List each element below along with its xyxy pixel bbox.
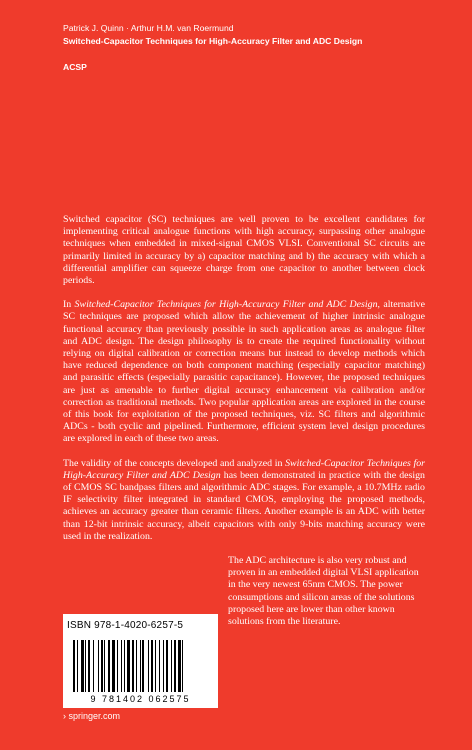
barcode-bar [142, 640, 144, 692]
paragraph-3-main [63, 458, 425, 543]
barcode-bar [155, 640, 156, 692]
barcode-bar [159, 640, 160, 692]
barcode-bar [151, 640, 153, 692]
barcode-bar [127, 640, 130, 692]
publisher-link[interactable]: › springer.com [63, 711, 121, 721]
barcode-bar [182, 640, 183, 692]
barcode-digits: 9 781402 062575 [90, 694, 191, 704]
barcode-bar [121, 640, 122, 692]
barcode-bar [136, 640, 137, 692]
barcode-bar [171, 640, 172, 692]
barcode-bar [93, 640, 94, 692]
paragraph-2-title: Switched-Capacitor Techniques for High-Accuracy Filter and ADC Design [74, 299, 378, 311]
barcode-bar [73, 640, 75, 692]
barcode-bar [178, 640, 181, 692]
barcode-bar [117, 640, 118, 692]
paragraph-3-prefix: The validity of the concepts developed and analyzed in [63, 457, 286, 469]
paragraph-1: Switched capacitor (SC) techniques are well proven to be excellent candidates for implementing critical analogue functions with high accuracy, surpassing other analogue techniques when embedded in mixed-signal CMOS VLSI. Conventional SC circuits are primarily limited in accuracy by a) capacitor matching and b) the accuracy with which a differential amplifier can squeeze charge from one capacitor to another between clock periods. [63, 214, 425, 287]
barcode-bar [104, 640, 105, 692]
cover-header [63, 22, 463, 74]
barcode-bar [140, 640, 141, 692]
paragraph-3-rest: has been demonstrated in practice with the design of CMOS SC bandpass filters and algorithmic ADC stages. For example, a 10.7MHz radio IF selectivity filter integrated in standard CMOS, employing the proposed methods, achieves an accuracy greater than ceramic filters. Another example is an ADC with better than 12-bit intrinsic accuracy, albeit capacitors with only 9-bits matching accuracy were used in the realization. [63, 469, 425, 542]
paragraph-3-title: Switched-Capacitor Techniques for High-Accuracy Filter and ADC Design [63, 457, 425, 481]
paragraph-2 [63, 299, 425, 445]
barcode-bar [148, 640, 149, 692]
paragraph-2-rest: , alternative SC techniques are proposed which allow the achievement of higher intrinsic analogue functional accuracy than previously possible in such application areas as analogue filter and ADC design. The design philosophy is to create the required functionality without relying on digital calibration or correction means but instead to develop methods which have reduced dependence on both component matching (especially capacitor matching) and parasitic effects (especially parasitic capacitance). However, the proposed techniques are just as amenable to further digital accuracy enhancement via calibration and/or correction as traditional methods. Two popular application areas are explored in the course of this book for exploitation of the proposed techniques, viz. SC filters and algorithmic ADCs - both cyclic and pipelined. Furthermore, efficient system level design procedures are explored in each of these two areas. [63, 299, 425, 445]
paragraph-2-prefix: In [63, 299, 75, 311]
isbn-barcode [63, 614, 218, 708]
barcode-bar [112, 640, 115, 692]
barcode-bar [98, 640, 99, 692]
isbn-number: ISBN 978-1-4020-6257-5 [67, 620, 184, 631]
barcode-bar [163, 640, 164, 692]
barcode-bar [132, 640, 134, 692]
barcode-bar [108, 640, 110, 692]
series-label: ACSP [63, 62, 87, 72]
barcode-bar [124, 640, 125, 692]
barcode-bar [88, 640, 90, 692]
paragraph-3 [63, 458, 425, 629]
barcode-bar [174, 640, 176, 692]
paragraph-3-tail: The ADC architecture is also very robust and proven in an embedded digital VLSI application in the very newest 65nm CMOS. The power consumptions and silicon areas of the solutions proposed here are lower than other known solutions from the literature. [228, 555, 419, 628]
authors: Patrick J. Quinn · Arthur H.M. van Roermund [63, 23, 234, 33]
barcode-bar [85, 640, 86, 692]
barcode-bar [166, 640, 168, 692]
barcode-bars [73, 640, 211, 692]
barcode-bar [101, 640, 103, 692]
book-title: Switched-Capacitor Techniques for High-Accuracy Filter and ADC Design [63, 36, 363, 46]
back-cover-text [63, 214, 425, 640]
barcode-bar [81, 640, 84, 692]
barcode-bar [77, 640, 78, 692]
